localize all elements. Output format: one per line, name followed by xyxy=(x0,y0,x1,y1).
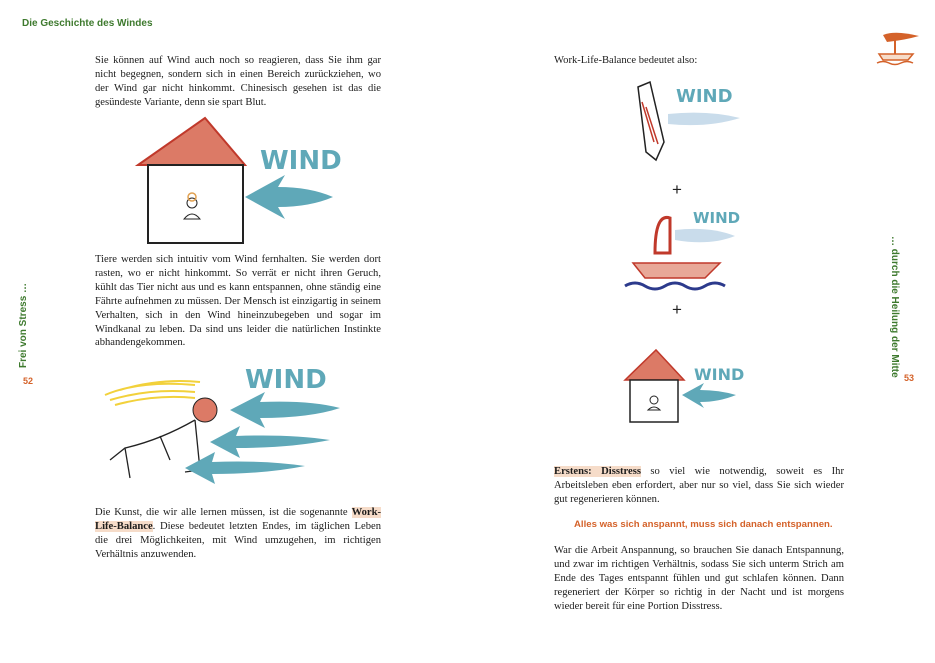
small-house-wind-illustration xyxy=(624,350,745,425)
house-wall xyxy=(148,165,243,243)
wind-arrow-2a xyxy=(230,392,340,428)
page-number-right: 53 xyxy=(904,373,915,383)
shelter-wind-illustration xyxy=(628,82,748,162)
boat-wind-illustration xyxy=(625,208,745,293)
running-title: Die Geschichte des Windes xyxy=(22,18,153,29)
page-number-left: 52 xyxy=(23,376,34,386)
wind-word-5: WIND xyxy=(694,365,745,384)
wind-word-2: WIND xyxy=(245,365,327,395)
side-label-left: Frei von Stress … xyxy=(18,282,29,368)
person-head xyxy=(193,398,217,422)
wind-word-4: WIND xyxy=(693,209,741,227)
wind-word-3: WIND xyxy=(676,86,733,107)
disstress-text: so viel wie notwendig, soweit es Ihr Arbeitsleben eben erfordert, aber nur so viel, dass Sie sich wieder gut regenerieren können. xyxy=(554,466,844,505)
wind-word-1: WIND xyxy=(260,146,342,176)
wind-arrow-2b xyxy=(210,426,330,458)
left-para3-before: Die Kunst, die wir alle lernen müssen, ist die sogenannte xyxy=(95,507,348,518)
person-body xyxy=(110,420,200,478)
pull-quote: Alles was sich anspannt, muss sich danach entspannen. xyxy=(574,519,833,530)
wind-arrow-1 xyxy=(245,175,333,219)
left-paragraph-1: Sie können auf Wind auch noch so reagieren, dass Sie ihm gar nicht begegnen, sondern sich in einen Bereich zurückziehen, wo der Wind gar nicht hinkommt. Chinesisch gesehen ist das die gesündeste Variante, denn sie spart Blut. xyxy=(95,55,381,108)
disstress-highlight: Erstens: Disstress xyxy=(554,466,641,477)
right-intro: Work-Life-Balance bedeutet also: xyxy=(554,55,698,66)
house-roof xyxy=(138,118,245,165)
right-paragraph-disstress xyxy=(554,465,844,507)
left-paragraph-2: Tiere werden sich intuitiv vom Wind fernhalten. Sie werden dort rasten, wo er nicht hinkommt. So verrät er nicht ihren Geruch, kühlt das Tier nicht aus und es kann entspannen, ohne ständig eine Fährte aufnehmen zu müssen. Der Mensch ist einzigartig in seinem Verhalten, sich in den Wind hineinzubegeben und sogar im Windkanal zu leben. Da sind uns leider die natürlichen Instinkte abhandengekommen. xyxy=(95,254,381,349)
work-life-balance-highlight: Work-Life-Balance xyxy=(95,507,381,532)
boat-logo-icon xyxy=(873,30,923,66)
plus-sign-2: + xyxy=(672,300,682,319)
right-paragraph-final: War die Arbeit Anspannung, so brauchen Sie danach Entspannung, und zwar im richtigen Verhältnis, sodass Sie sich unterm Strich am Ende des Tages entspannt fühlen und gut schlafen können. Dann regeneriert der Körper so richtig in der Nacht und ist morgens wieder bereit für eine Portion Disstress. xyxy=(554,545,844,612)
left-paragraph-3 xyxy=(95,506,381,562)
house-wind-illustration xyxy=(135,115,342,245)
side-label-right: … durch die Heilung der Mitte xyxy=(889,236,900,378)
person-in-wind-illustration xyxy=(100,360,355,485)
wind-arrow-2c xyxy=(185,452,305,484)
plus-sign-1: + xyxy=(672,180,682,199)
left-para3-after: . Diese bedeutet letzten Endes, im täglichen Leben die drei Möglichkeiten, mit Wind umzugehen, im richtigen Verhältnis anzuwenden. xyxy=(95,520,381,560)
